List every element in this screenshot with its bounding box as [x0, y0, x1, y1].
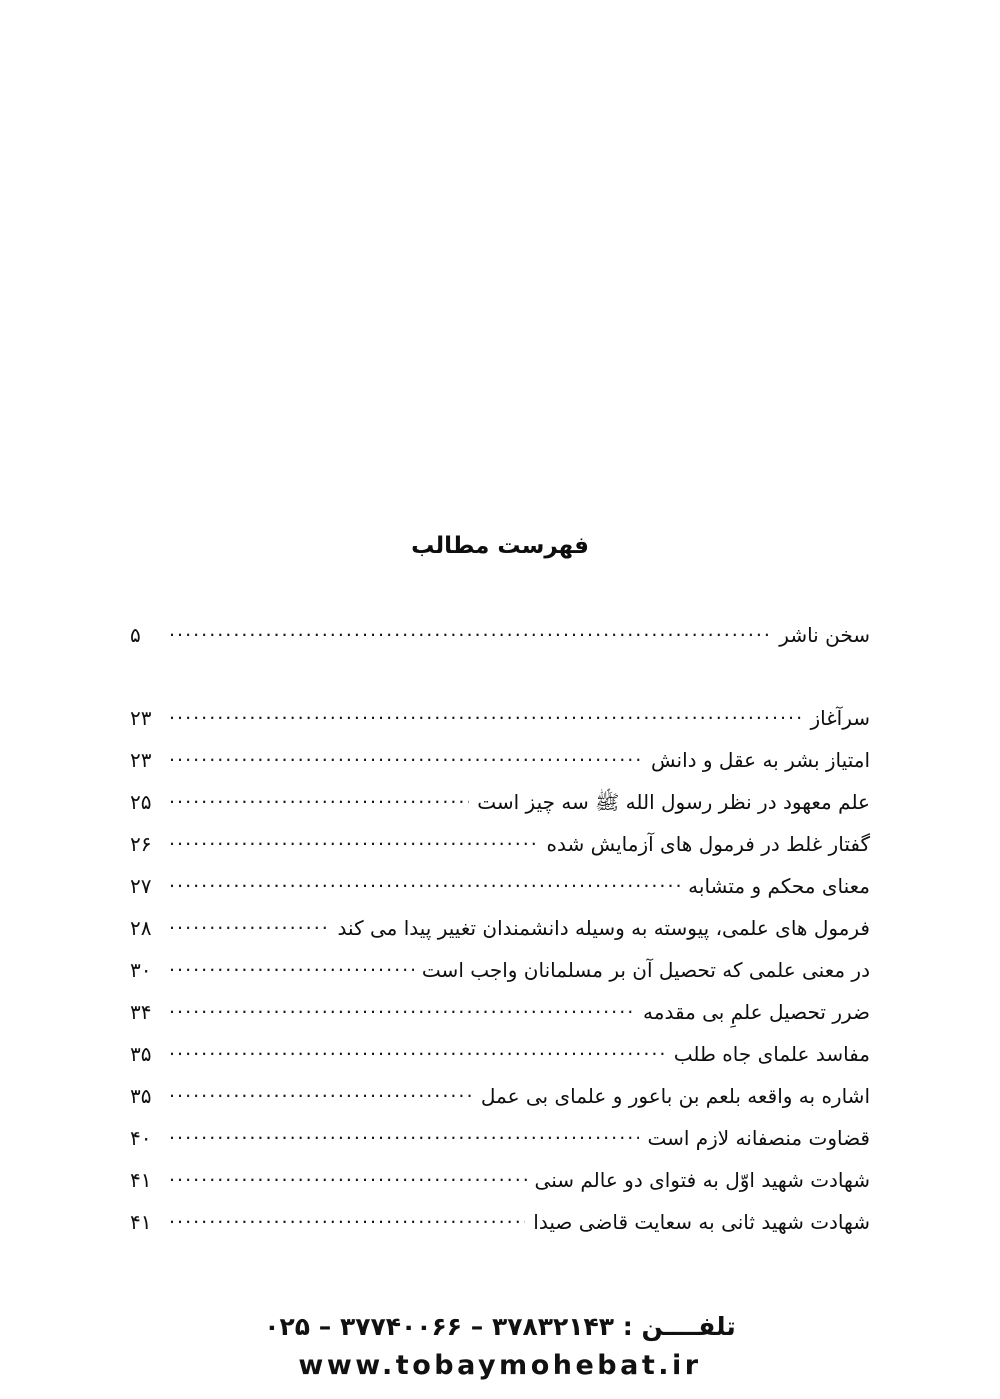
- toc-entry-page-number: ۳۰: [130, 958, 152, 982]
- toc-entry[interactable]: [130, 831, 870, 854]
- toc-entry[interactable]: [130, 999, 870, 1022]
- toc-dot-leader: [169, 789, 469, 809]
- toc-dot-leader: [169, 1209, 525, 1229]
- toc-entry[interactable]: [130, 789, 870, 812]
- toc-dot-leader: [169, 915, 330, 935]
- toc-entry-page-number: ۴۱: [130, 1168, 152, 1192]
- toc-entry[interactable]: [130, 622, 870, 645]
- toc-entry-label: شهادت شهید ثانی به سعایت قاضی صیدا: [533, 1210, 870, 1234]
- toc-dot-leader: [169, 999, 635, 1019]
- toc-entry-page-number: ۲۸: [130, 916, 152, 940]
- toc-entry-page-number: ۴۰: [130, 1126, 152, 1150]
- toc-entry[interactable]: [130, 957, 870, 980]
- toc-entry[interactable]: [130, 1209, 870, 1232]
- toc-dot-leader: [169, 831, 539, 851]
- toc-entry-page-number: ۳۵: [130, 1042, 152, 1066]
- page-title: فهرست مطالب: [411, 533, 589, 559]
- toc-entry-label: شهادت شهید اوّل به فتوای دو عالم سنی: [534, 1168, 870, 1192]
- toc-entry-label: سخن ناشر: [779, 623, 870, 647]
- toc-dot-leader: [169, 622, 771, 642]
- publisher-phone: تلفــــن : ۳۷۸۳۲۱۴۳ – ۳۷۷۴۰۰۶۶ – ۰۲۵: [264, 1312, 736, 1341]
- toc-entry-page-number: ۴۱: [130, 1210, 152, 1234]
- toc-entry-label: در معنی علمی که تحصیل آن بر مسلمانان واجب است: [421, 958, 870, 982]
- toc-entry-page-number: ۲۷: [130, 874, 152, 898]
- toc-dot-leader: [169, 1083, 473, 1103]
- toc-entry-label: سرآغاز: [810, 706, 870, 730]
- toc-entry-page-number: ۲۶: [130, 832, 152, 856]
- toc-entry[interactable]: [130, 873, 870, 896]
- toc-entry-label: فرمول های علمی، پیوسته به وسیله دانشمندان تغییر پیدا می کند: [337, 916, 870, 940]
- publisher-website[interactable]: www.tobaymohebat.ir: [298, 1350, 702, 1381]
- toc-entry-page-number: ۲۳: [130, 748, 152, 772]
- toc-dot-leader: [169, 1167, 527, 1187]
- toc-entry[interactable]: [130, 747, 870, 770]
- toc-entry[interactable]: [130, 1041, 870, 1064]
- toc-entry[interactable]: [130, 705, 870, 728]
- toc-dot-leader: [169, 957, 414, 977]
- toc-dot-leader: [169, 1125, 639, 1145]
- toc-entry-label: امتیاز بشر به عقل و دانش: [651, 748, 870, 772]
- toc-entry-label: گفتار غلط در فرمول های آزمایش شده: [546, 832, 870, 856]
- page-footer: [0, 1312, 1000, 1381]
- toc-entry-page-number: ۲۳: [130, 706, 152, 730]
- toc-dot-leader: [169, 747, 643, 767]
- toc-entry-page-number: ۵: [130, 623, 141, 647]
- toc-entry[interactable]: [130, 1167, 870, 1190]
- toc-entry-page-number: ۳۴: [130, 1000, 152, 1024]
- toc-entry-label: قضاوت منصفانه لازم است: [647, 1126, 870, 1150]
- toc-entry-label: اشاره به واقعه بلعم بن باعور و علمای بی عمل: [480, 1084, 870, 1108]
- toc-entry-page-number: ۲۵: [130, 790, 152, 814]
- toc-entry-label: ضرر تحصیل علمِ بی مقدمه: [643, 1000, 870, 1024]
- toc-entry-label: مفاسد علمای جاه طلب: [673, 1042, 870, 1066]
- toc-entry-page-number: ۳۵: [130, 1084, 152, 1108]
- toc-dot-leader: [169, 705, 802, 725]
- toc-dot-leader: [169, 873, 680, 893]
- toc-entry[interactable]: [130, 1125, 870, 1148]
- toc-dot-leader: [169, 1041, 666, 1061]
- toc-entry[interactable]: [130, 1083, 870, 1106]
- toc-entry-label: معنای محکم و متشابه: [688, 874, 870, 898]
- toc-entry[interactable]: [130, 915, 870, 938]
- table-of-contents: [130, 622, 870, 1251]
- toc-entry-label: علم معهود در نظر رسول الله ﷺ سه چیز است: [477, 790, 870, 814]
